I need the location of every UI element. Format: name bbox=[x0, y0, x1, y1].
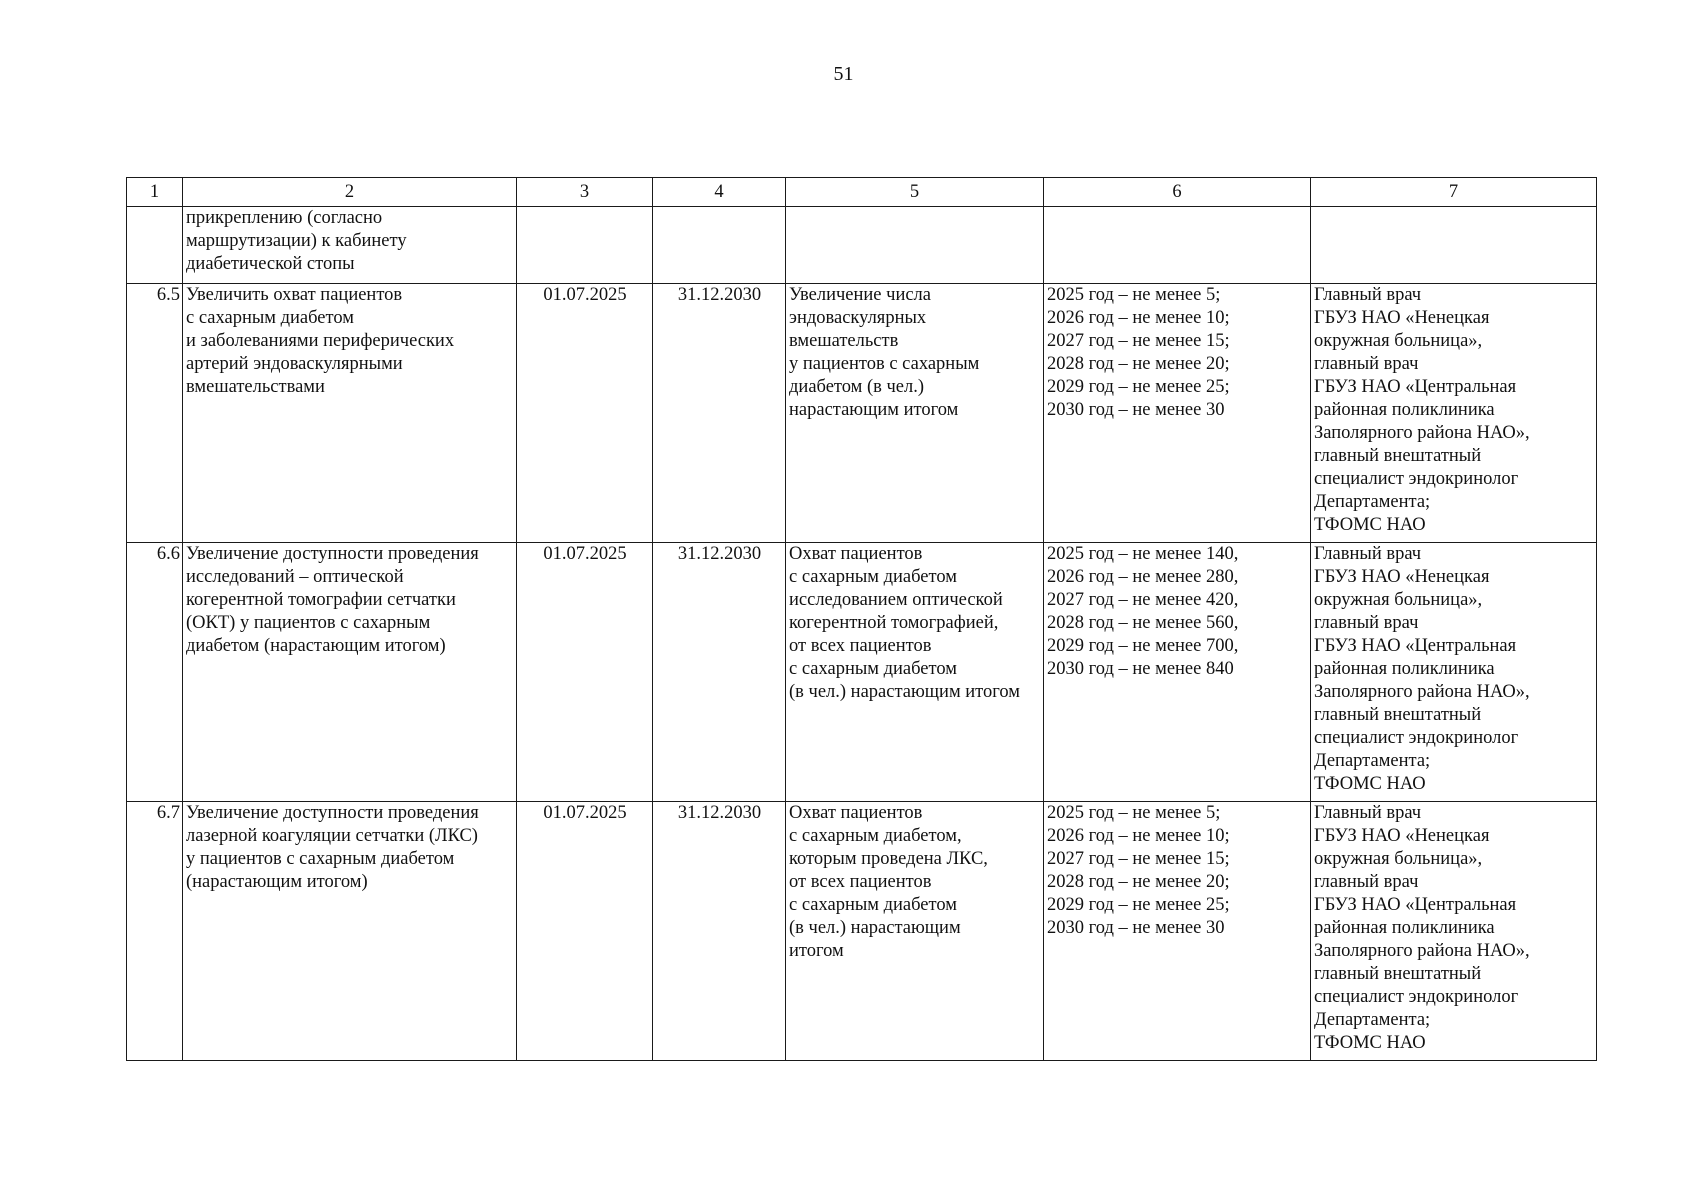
column-header-6: 6 bbox=[1044, 178, 1311, 207]
cell-responsible: Главный врач ГБУЗ НАО «Ненецкая окружная больница», главный врач ГБУЗ НАО «Центральная районная поликлиника Заполярного района НАО», главный внештатный специалист эндокринолог Департамента; ТФОМС НАО bbox=[1311, 284, 1597, 543]
table-row-continuation bbox=[127, 207, 1597, 284]
cell-end-date: 31.12.2030 bbox=[653, 284, 786, 543]
cell-indicator: Увеличение числа эндоваскулярных вмешательств у пациентов с сахарным диабетом (в чел.) нарастающим итогом bbox=[786, 284, 1044, 543]
cell-task: Увеличить охват пациентов с сахарным диабетом и заболеваниями периферических артерий эндоваскулярными вмешательствами bbox=[183, 284, 517, 543]
cell-indicator bbox=[786, 207, 1044, 284]
cell-end-date bbox=[653, 207, 786, 284]
cell-task: прикреплению (согласно маршрутизации) к кабинету диабетической стопы bbox=[183, 207, 517, 284]
cell-end-date: 31.12.2030 bbox=[653, 543, 786, 802]
action-plan-table bbox=[126, 177, 1597, 1061]
table-row-6-7 bbox=[127, 802, 1597, 1061]
cell-responsible: Главный врач ГБУЗ НАО «Ненецкая окружная больница», главный врач ГБУЗ НАО «Центральная районная поликлиника Заполярного района НАО», главный внештатный специалист эндокринолог Департамента; ТФОМС НАО bbox=[1311, 543, 1597, 802]
cell-start-date: 01.07.2025 bbox=[517, 543, 653, 802]
cell-start-date: 01.07.2025 bbox=[517, 802, 653, 1061]
cell-targets: 2025 год – не менее 5; 2026 год – не менее 10; 2027 год – не менее 15; 2028 год – не менее 20; 2029 год – не менее 25; 2030 год – не менее 30 bbox=[1044, 284, 1311, 543]
cell-targets: 2025 год – не менее 5; 2026 год – не менее 10; 2027 год – не менее 15; 2028 год – не менее 20; 2029 год – не менее 25; 2030 год – не менее 30 bbox=[1044, 802, 1311, 1061]
column-header-2: 2 bbox=[183, 178, 517, 207]
column-number-header-row bbox=[127, 178, 1597, 207]
cell-start-date bbox=[517, 207, 653, 284]
cell-num: 6.5 bbox=[127, 284, 183, 543]
table-row-6-6 bbox=[127, 543, 1597, 802]
cell-end-date: 31.12.2030 bbox=[653, 802, 786, 1061]
cell-start-date: 01.07.2025 bbox=[517, 284, 653, 543]
cell-targets: 2025 год – не менее 140, 2026 год – не менее 280, 2027 год – не менее 420, 2028 год – не менее 560, 2029 год – не менее 700, 2030 год – не менее 840 bbox=[1044, 543, 1311, 802]
cell-num: 6.6 bbox=[127, 543, 183, 802]
cell-responsible: Главный врач ГБУЗ НАО «Ненецкая окружная больница», главный врач ГБУЗ НАО «Центральная районная поликлиника Заполярного района НАО», главный внештатный специалист эндокринолог Департамента; ТФОМС НАО bbox=[1311, 802, 1597, 1061]
page-number: 51 bbox=[833, 63, 854, 85]
cell-targets bbox=[1044, 207, 1311, 284]
cell-num bbox=[127, 207, 183, 284]
cell-indicator: Охват пациентов с сахарным диабетом исследованием оптической когерентной томографией, от всех пациентов с сахарным диабетом (в чел.) нарастающим итогом bbox=[786, 543, 1044, 802]
column-header-7: 7 bbox=[1311, 178, 1597, 207]
cell-num: 6.7 bbox=[127, 802, 183, 1061]
column-header-5: 5 bbox=[786, 178, 1044, 207]
table-row-6-5 bbox=[127, 284, 1597, 543]
column-header-3: 3 bbox=[517, 178, 653, 207]
cell-task: Увеличение доступности проведения лазерной коагуляции сетчатки (ЛКС) у пациентов с сахарным диабетом (нарастающим итогом) bbox=[183, 802, 517, 1061]
column-header-1: 1 bbox=[127, 178, 183, 207]
cell-responsible bbox=[1311, 207, 1597, 284]
column-header-4: 4 bbox=[653, 178, 786, 207]
cell-indicator: Охват пациентов с сахарным диабетом, которым проведена ЛКС, от всех пациентов с сахарным диабетом (в чел.) нарастающим итогом bbox=[786, 802, 1044, 1061]
cell-task: Увеличение доступности проведения исследований – оптической когерентной томографии сетчатки (ОКТ) у пациентов с сахарным диабетом (нарастающим итогом) bbox=[183, 543, 517, 802]
